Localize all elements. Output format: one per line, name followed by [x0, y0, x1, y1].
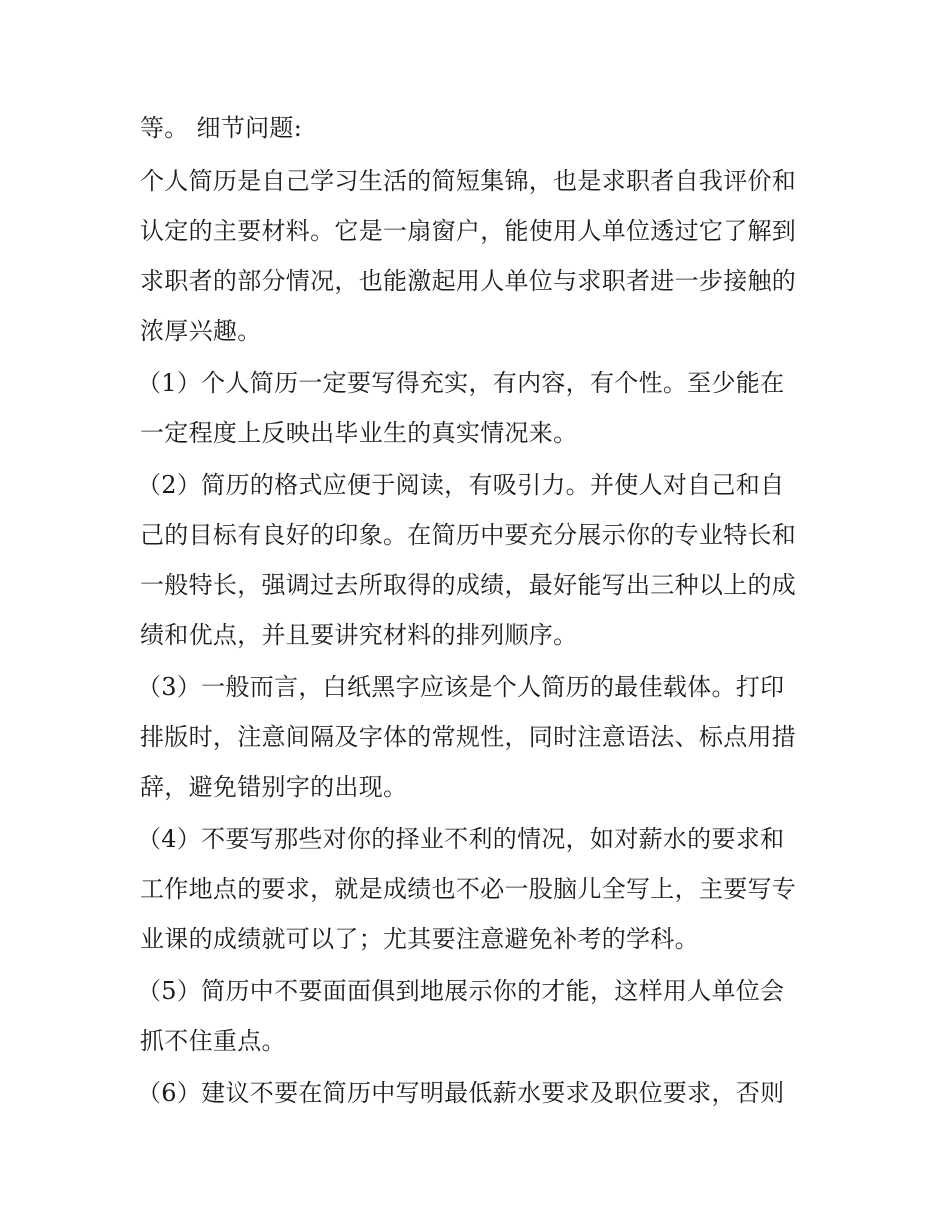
- text-line-paragraph-1: 个人简历是自己学习生活的简短集锦，也是求职者自我评价和: [140, 167, 797, 195]
- text-line-item-3-c: 辞，避免错别字的出现。: [140, 773, 408, 801]
- text-line-item-4-a: （4）不要写那些对你的择业不利的情况，如对薪水的要求和: [137, 825, 785, 853]
- text-line-item-1-a: （1）个人简历一定要写得充实，有内容，有个性。至少能在: [137, 369, 785, 397]
- text-line-item-6-a: （6）建议不要在简历中写明最低薪水要求及职位要求，否则: [137, 1079, 785, 1107]
- text-line-intro-heading: 等。 细节问题:: [140, 114, 303, 142]
- text-line-item-3-a: （3）一般而言，白纸黑字应该是个人简历的最佳载体。打印: [137, 673, 785, 701]
- text-line-item-4-b: 工作地点的要求，就是成绩也不必一股脑儿全写上，主要写专: [140, 875, 797, 903]
- text-line-item-5-b: 抓不住重点。: [140, 1027, 286, 1055]
- text-line-item-5-a: （5）简历中不要面面俱到地展示你的才能，这样用人单位会: [137, 977, 785, 1005]
- text-line-paragraph-2: 认定的主要材料。它是一扇窗户，能使用人单位透过它了解到: [140, 217, 797, 245]
- text-line-paragraph-4: 浓厚兴趣。: [140, 317, 262, 345]
- text-line-item-3-b: 排版时，注意间隔及字体的常规性，同时注意语法、标点用措: [140, 723, 797, 751]
- text-line-item-2-c: 一般特长，强调过去所取得的成绩，最好能写出三种以上的成: [140, 571, 797, 599]
- text-line-item-2-d: 绩和优点，并且要讲究材料的排列顺序。: [140, 621, 578, 649]
- text-line-paragraph-3: 求职者的部分情况，也能激起用人单位与求职者进一步接触的: [140, 267, 797, 295]
- text-line-item-4-c: 业课的成绩就可以了；尤其要注意避免补考的学科。: [140, 925, 699, 953]
- text-line-item-1-b: 一定程度上反映出毕业生的真实情况来。: [140, 419, 578, 447]
- text-line-item-2-a: （2）简历的格式应便于阅读，有吸引力。并使人对自己和自: [137, 471, 785, 499]
- text-line-item-2-b: 己的目标有良好的印象。在简历中要充分展示你的专业特长和: [140, 521, 797, 549]
